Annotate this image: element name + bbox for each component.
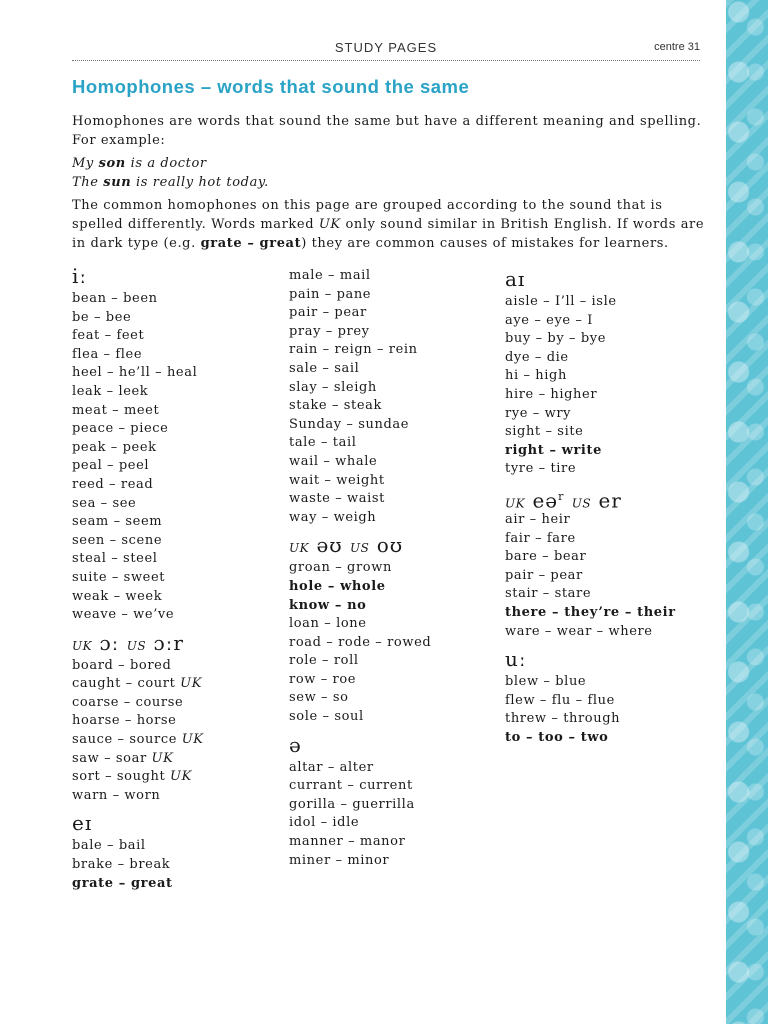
homophone-pair xyxy=(72,712,204,731)
homophone-pair xyxy=(72,731,204,750)
example-2-pre: The xyxy=(72,175,104,190)
homophone-pair xyxy=(72,750,204,769)
homophone-pair xyxy=(72,856,204,875)
homophone-text: waste – waist xyxy=(289,491,385,507)
homophone-pair xyxy=(289,671,431,690)
uk-symbol: eə xyxy=(532,488,559,513)
word-list-ea xyxy=(505,511,676,641)
homophone-pair xyxy=(289,634,431,653)
homophone-pair xyxy=(72,476,204,495)
homophone-pair xyxy=(72,364,204,383)
homophone-text: bare – bear xyxy=(505,549,587,565)
homophone-pair xyxy=(505,511,676,530)
homophone-pair xyxy=(72,495,204,514)
homophone-text: rye – wry xyxy=(505,405,572,421)
column-2 xyxy=(289,267,431,870)
homophone-pair xyxy=(72,588,204,607)
explanation-part: The common homophones on this page are grouped according to the sound that is spelled differently. Words marked xyxy=(72,198,663,232)
homophone-pair xyxy=(72,290,204,309)
sound-heading-ii: iː xyxy=(72,264,88,288)
homophone-text: blew – blue xyxy=(505,674,587,690)
example-1 xyxy=(72,154,712,173)
uk-symbol-superscript: r xyxy=(558,489,565,503)
homophone-pair xyxy=(72,787,204,806)
homophone-text: flew – flu – flue xyxy=(505,692,615,708)
us-label: US xyxy=(571,496,592,511)
uk-tag: UK xyxy=(181,732,204,748)
homophone-text: weak – week xyxy=(72,588,163,604)
homophone-pair xyxy=(72,309,204,328)
homophone-text: role – roll xyxy=(289,653,359,669)
homophone-text: meat – meet xyxy=(72,402,160,418)
column-1 xyxy=(72,262,204,893)
homophone-pair xyxy=(289,267,431,286)
homophone-pair xyxy=(505,548,676,567)
word-list-ou xyxy=(289,559,431,726)
homophone-text: loan – lone xyxy=(289,616,367,632)
homophone-text: hoarse – horse xyxy=(72,713,177,729)
example-2 xyxy=(72,173,712,192)
us-symbol: er xyxy=(598,488,622,513)
homophone-pair xyxy=(505,423,676,442)
homophone-text: idol – idle xyxy=(289,815,360,831)
homophone-pair xyxy=(72,768,204,787)
homophone-text: right – write xyxy=(505,442,602,458)
homophone-pair xyxy=(289,578,431,597)
homophone-pair xyxy=(289,434,431,453)
example-1-word: son xyxy=(98,156,126,171)
homophone-text: brake – break xyxy=(72,857,171,873)
homophone-text: be – bee xyxy=(72,309,132,325)
homophone-text: grate – great xyxy=(72,875,173,891)
homophone-text: warn – worn xyxy=(72,787,161,803)
homophone-text: seam – seem xyxy=(72,514,163,530)
homophone-pair xyxy=(289,796,431,815)
homophone-text: reed – read xyxy=(72,476,154,492)
uk-label: UK xyxy=(318,217,341,232)
homophone-text: sauce – source xyxy=(72,732,177,748)
us-symbol: oʊ xyxy=(376,533,404,558)
homophone-pair xyxy=(289,615,431,634)
homophone-text: sight – site xyxy=(505,424,584,440)
homophone-text: gorilla – guerrilla xyxy=(289,796,415,812)
homophone-pair xyxy=(505,585,676,604)
homophone-pair xyxy=(289,341,431,360)
homophone-text: sole – soul xyxy=(289,709,364,725)
homophone-text: currant – current xyxy=(289,778,413,794)
homophone-text: way – weigh xyxy=(289,509,377,525)
us-symbol: ɔːr xyxy=(153,630,184,655)
homophone-pair xyxy=(505,367,676,386)
homophone-text: sort – sought xyxy=(72,769,166,785)
word-list-ii xyxy=(72,290,204,625)
homophone-pair xyxy=(289,597,431,616)
homophone-text: row – roe xyxy=(289,671,357,687)
homophone-text: peak – peek xyxy=(72,439,157,455)
example-2-word: sun xyxy=(103,175,132,190)
homophone-pair xyxy=(289,708,431,727)
homophone-text: board – bored xyxy=(72,657,172,673)
homophone-pair xyxy=(72,532,204,551)
us-label: US xyxy=(350,541,370,556)
uk-label: UK xyxy=(289,541,310,556)
sound-heading-oo xyxy=(72,629,204,657)
homophone-pair xyxy=(289,397,431,416)
homophone-pair xyxy=(289,286,431,305)
homophone-pair xyxy=(289,304,431,323)
uk-tag: UK xyxy=(180,676,203,692)
homophone-pair xyxy=(72,457,204,476)
homophone-pair xyxy=(505,405,676,424)
example-sentences xyxy=(72,154,712,192)
decorative-side-strip xyxy=(726,0,768,1024)
homophone-pair xyxy=(289,689,431,708)
homophone-pair xyxy=(289,472,431,491)
homophone-text: hi – high xyxy=(505,368,567,384)
word-list-ei xyxy=(72,837,204,893)
homophone-text: steal – steel xyxy=(72,551,158,567)
homophone-pair xyxy=(72,327,204,346)
sound-heading-ai: aɪ xyxy=(505,267,526,291)
homophone-text: miner – minor xyxy=(289,852,390,868)
homophone-text: rain – reign – rein xyxy=(289,342,418,358)
homophone-text: stair – stare xyxy=(505,586,592,602)
word-list-uu xyxy=(505,673,676,747)
homophone-pair xyxy=(505,349,676,368)
homophone-text: sea – see xyxy=(72,495,137,511)
homophone-pair xyxy=(72,402,204,421)
homophone-text: dye – die xyxy=(505,349,569,365)
homophone-pair xyxy=(505,673,676,692)
homophone-text: buy – by – bye xyxy=(505,331,606,347)
homophone-pair xyxy=(289,379,431,398)
uk-label: UK xyxy=(72,638,93,653)
intro-text xyxy=(72,112,712,253)
homophone-text: know – no xyxy=(289,597,367,613)
homophone-pair xyxy=(505,386,676,405)
section-label: STUDY PAGES xyxy=(334,40,438,55)
uk-symbol: ɔː xyxy=(99,630,120,655)
homophone-text: ware – wear – where xyxy=(505,623,653,639)
uk-tag: UK xyxy=(170,769,192,785)
homophone-text: manner – manor xyxy=(289,834,406,850)
homophone-pair xyxy=(289,559,431,578)
intro-paragraph: Homophones are words that sound the same but have a different meaning and spelling. For example: xyxy=(72,114,702,148)
homophone-text: road – rode – rowed xyxy=(289,634,432,650)
sound-heading-uu: uː xyxy=(505,647,527,672)
explanation-part: only sound similar in British English. If words are in dark type (e.g. xyxy=(72,217,705,251)
word-list-ai xyxy=(505,293,676,479)
homophone-pair xyxy=(72,675,204,694)
homophone-pair xyxy=(289,852,431,871)
homophone-pair xyxy=(505,330,676,349)
homophone-pair xyxy=(72,550,204,569)
homophone-text: weave – we’ve xyxy=(72,607,175,623)
homophone-text: saw – soar xyxy=(72,750,147,766)
homophone-text: leak – leek xyxy=(72,383,149,399)
homophone-text: Sunday – sundae xyxy=(289,416,410,432)
homophone-text: air – heir xyxy=(505,511,571,527)
homophone-text: threw – through xyxy=(505,711,621,727)
homophone-pair xyxy=(289,490,431,509)
homophone-pair xyxy=(289,652,431,671)
homophone-text: bean – been xyxy=(72,291,158,306)
homophone-pair xyxy=(72,837,204,856)
homophone-pair xyxy=(505,692,676,711)
homophone-pair xyxy=(72,606,204,625)
homophone-pair xyxy=(72,383,204,402)
homophone-text: hole – whole xyxy=(289,578,386,594)
homophone-pair xyxy=(289,759,431,778)
uk-label: UK xyxy=(505,496,526,511)
homophone-pair xyxy=(72,569,204,588)
homophone-pair xyxy=(289,360,431,379)
homophone-pair xyxy=(505,460,676,479)
homophone-pair xyxy=(289,833,431,852)
word-list-oo xyxy=(72,657,204,806)
homophone-pair xyxy=(289,777,431,796)
homophone-pair xyxy=(72,439,204,458)
homophone-text: pray – prey xyxy=(289,323,370,339)
homophone-text: coarse – course xyxy=(72,694,184,710)
page-title: Homophones – words that sound the same xyxy=(72,76,470,97)
explanation-part: ) they are common causes of mistakes for learners. xyxy=(301,236,669,251)
homophone-text: heel – he’ll – heal xyxy=(72,365,198,381)
homophone-text: wait – weight xyxy=(289,472,385,488)
sound-heading-ou xyxy=(289,531,431,559)
homophone-text: there – they’re – their xyxy=(505,604,676,620)
homophone-pair xyxy=(505,312,676,331)
uk-tag: UK xyxy=(151,750,174,766)
sound-heading-ei: eɪ xyxy=(72,811,93,836)
bold-example: grate – great xyxy=(200,236,302,251)
homophone-text: pair – pear xyxy=(505,567,583,583)
sound-heading-schwa: ə xyxy=(289,732,302,757)
homophone-text: wail – whale xyxy=(289,453,378,469)
example-1-pre: My xyxy=(72,156,99,171)
homophone-pair xyxy=(289,453,431,472)
uk-symbol: əʊ xyxy=(316,533,343,558)
homophone-pair xyxy=(505,293,676,312)
homophone-pair xyxy=(72,420,204,439)
homophone-text: peace – piece xyxy=(72,421,169,437)
explanation-paragraph xyxy=(72,196,712,253)
homophone-text: feat – feet xyxy=(72,328,145,344)
page-number: centre 31 xyxy=(654,41,700,53)
homophone-pair xyxy=(72,513,204,532)
homophone-pair xyxy=(289,509,431,528)
homophone-text: stake – steak xyxy=(289,398,382,414)
homophone-pair xyxy=(505,604,676,623)
homophone-text: bale – bail xyxy=(72,838,146,854)
homophone-text: pair – pear xyxy=(289,305,367,321)
example-2-post: is really hot today. xyxy=(131,175,269,190)
homophone-text: aye – eye – I xyxy=(505,312,593,328)
homophone-text: pain – pane xyxy=(289,286,372,302)
homophone-pair xyxy=(289,416,431,435)
homophone-pair xyxy=(72,346,204,365)
example-1-post: is a doctor xyxy=(125,156,207,171)
homophone-text: sew – so xyxy=(289,690,349,706)
homophone-text: hire – higher xyxy=(505,386,598,402)
homophone-text: altar – alter xyxy=(289,759,374,775)
homophone-pair xyxy=(289,814,431,833)
homophone-text: flea – flee xyxy=(72,346,143,362)
homophone-text: to – too – two xyxy=(505,729,609,745)
homophone-pair xyxy=(505,530,676,549)
homophone-pair xyxy=(72,875,204,894)
homophone-pair xyxy=(72,657,204,676)
page-header xyxy=(72,38,700,61)
sound-heading-ea xyxy=(505,483,676,511)
homophone-text: sale – sail xyxy=(289,360,360,376)
homophone-text: suite – sweet xyxy=(72,569,166,585)
homophone-pair xyxy=(505,710,676,729)
homophone-pair xyxy=(289,323,431,342)
homophone-text: peal – peel xyxy=(72,458,150,474)
homophone-text: seen – scene xyxy=(72,532,163,548)
homophone-text: caught – court xyxy=(72,676,176,692)
homophone-text: aisle – I’ll – isle xyxy=(505,294,617,309)
homophone-pair xyxy=(505,567,676,586)
homophone-text: slay – sleigh xyxy=(289,379,377,395)
homophone-text: male – mail xyxy=(289,268,371,283)
homophone-pair xyxy=(505,442,676,461)
homophone-pair xyxy=(72,694,204,713)
homophone-text: tyre – tire xyxy=(505,461,577,477)
homophone-text: fair – fare xyxy=(505,530,576,546)
homophone-pair xyxy=(505,623,676,642)
word-list-schwa xyxy=(289,759,431,871)
column-3 xyxy=(505,265,676,747)
word-list-ei-continued xyxy=(289,267,431,527)
homophone-text: groan – grown xyxy=(289,560,392,576)
us-label: US xyxy=(126,638,147,653)
homophone-pair xyxy=(505,729,676,748)
homophone-text: tale – tail xyxy=(289,435,357,451)
